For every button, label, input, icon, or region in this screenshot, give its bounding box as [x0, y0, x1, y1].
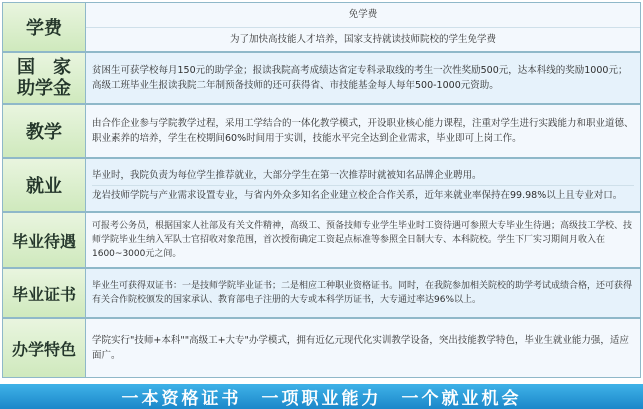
label-grant: 国 家 助学金 — [2, 52, 86, 104]
label-tuition: 学费 — [2, 2, 86, 52]
row-treatment — [2, 212, 641, 268]
row-grant — [2, 52, 641, 104]
slogan-text: 一本资格证书 一项职业能力 一个就业机会 — [121, 389, 522, 409]
treatment-text: 可报考公务员，根据国家人社部及有关文件精神，高级工、预备技师专业学生毕业时工资待遇可参照大专毕业生待遇；高级技工学校、技师学院毕业生纳入军队士官招收对象范围，首次授衔确定工资起点标准等参照全日制大专、本科院校。学生下厂实习期间月收入在1600~3000元之间。 — [92, 221, 633, 259]
row-certificate — [2, 268, 641, 318]
employment-text-2: 龙岩技师学院与产业需求设置专业，与省内外众多知名企业建立校企合作关系，近年来就业率保持在99.98%以上且专业对口。 — [92, 185, 634, 205]
employment-text-1: 毕业时，我院负责为每位学生推荐就业，大部分学生在第一次推荐时就被知名品牌企业聘用。 — [92, 169, 482, 181]
slogan-banner — [0, 384, 643, 409]
features-text: 学院实行"技师+本科""高级工+大专"办学模式，拥有近亿元现代化实训教学设备，突出技能教学特色，毕业生就业能力强，适应面广。 — [92, 335, 629, 361]
grant-text: 贫困生可获学校每月150元的助学金；报读我院高考成绩达省定专科录取线的考生一次性奖励500元，达本科线的奖励1000元；高级工班毕业生报读我院二年制预备技师的还可获得省、市技能基金每人每年500-1000元资助。 — [92, 65, 628, 91]
value-employment — [86, 158, 641, 212]
value-treatment — [86, 212, 641, 268]
label-features: 办学特色 — [2, 318, 86, 378]
certificate-text: 毕业生可获得双证书：一是技师学院毕业证书；二是相应工种职业资格证书。同时，在我院参加相关院校的助学考试成绩合格，还可获得有关合作院校颁发的国家承认、教育部电子注册的大专或本科学历证书，大专通过率达96%以上。 — [92, 281, 633, 305]
label-employment: 就业 — [2, 158, 86, 212]
row-tuition — [2, 2, 641, 52]
value-features — [86, 318, 641, 378]
row-employment — [2, 158, 641, 212]
teaching-text: 由合作企业参与学院教学过程，采用工学结合的一体化教学模式，开设职业核心能力课程，注重对学生进行实践能力和职业道德、职业素养的培养，学生在校期间60%时间用于实训，技能水平完全达到企业需求，毕业即可上岗工作。 — [92, 118, 634, 144]
value-grant — [86, 52, 641, 104]
row-teaching — [2, 104, 641, 158]
label-certificate: 毕业证书 — [2, 268, 86, 318]
value-certificate — [86, 268, 641, 318]
tuition-free-text: 免学费 — [348, 8, 378, 20]
label-treatment: 毕业待遇 — [2, 212, 86, 268]
value-teaching — [86, 104, 641, 158]
info-table — [2, 2, 641, 378]
label-teaching: 教学 — [2, 104, 86, 158]
tuition-policy-text: 为了加快高技能人才培养，国家支持就读技师院校的学生免学费 — [86, 27, 640, 52]
row-features — [2, 318, 641, 378]
value-tuition — [86, 2, 641, 52]
